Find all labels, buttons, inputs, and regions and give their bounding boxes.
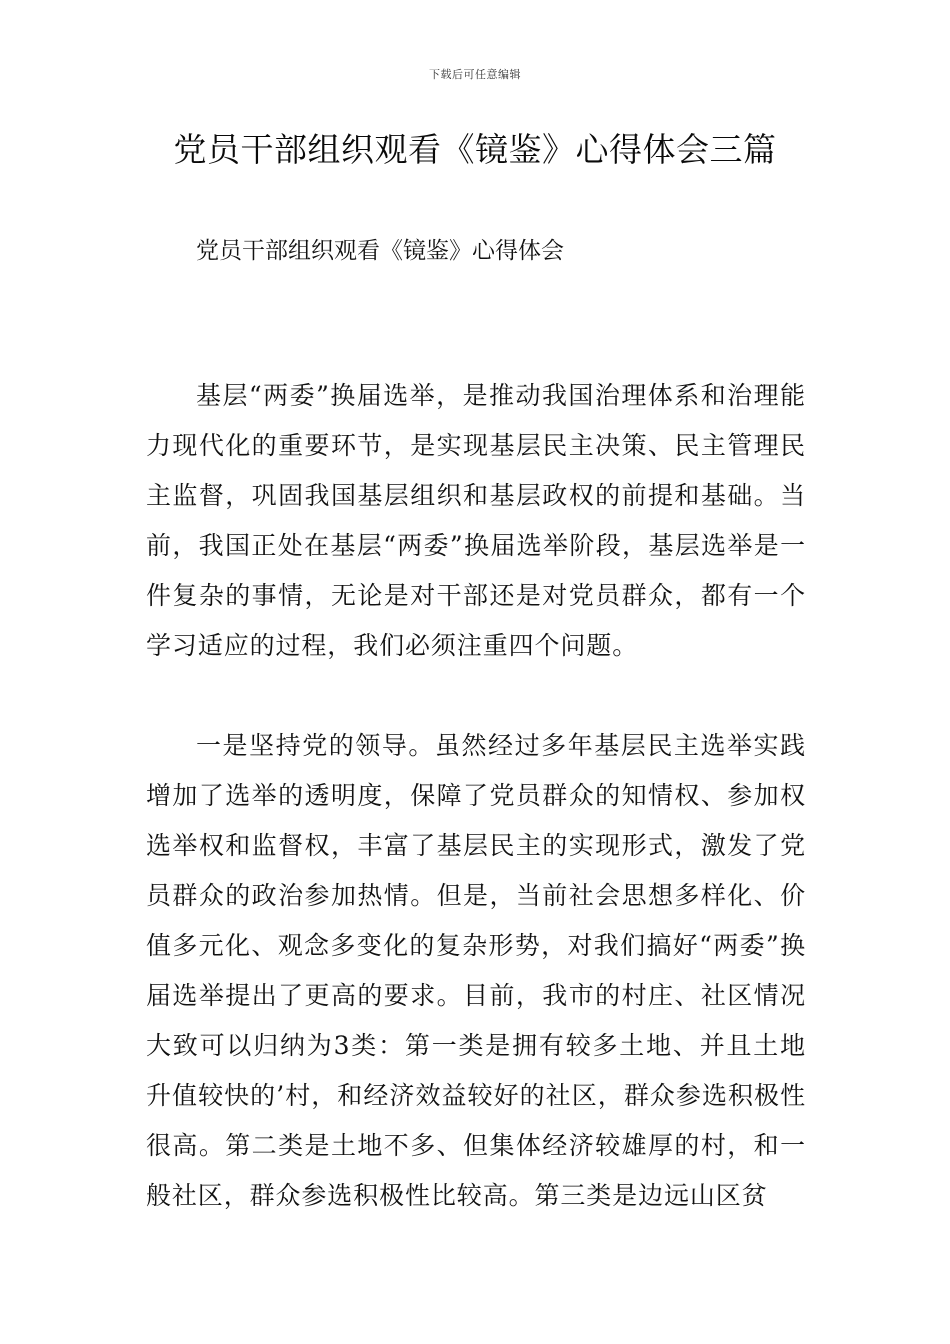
section-subtitle: 党员干部组织观看《镜鉴》心得体会 [196, 238, 564, 264]
page-title: 党员干部组织观看《镜鉴》心得体会三篇 [173, 130, 777, 169]
body-paragraph: 一是坚持党的领导。虽然经过多年基层民主选举实践增加了选举的透明度，保障了党员群众的知情权、参加权选举权和监督权，丰富了基层民主的实现形式，激发了党员群众的政治参加热情。但是，当前社会思想多样化、价值多元化、观念多变化的复杂形势，对我们搞好“两委”换届选举提出了更高的要求。目前，我市的村庄、社区情况大致可以归纳为3类：第一类是拥有较多土地、并且土地升值较快的’村，和经济效益较好的社区，群众参选积极性很高。第二类是土地不多、但集体经济较雄厚的村，和一般社区，群众参选积极性比较高。第三类是边远山区贫 [146, 731, 806, 1210]
header-note: 下载后可任意编辑 [429, 68, 521, 81]
body-paragraph: 基层“两委”换届选举，是推动我国治理体系和治理能力现代化的重要环节，是实现基层民主决策、民主管理民主监督，巩固我国基层组织和基层政权的前提和基础。当前，我国正处在基层“两委”换届选举阶段，基层选举是一件复杂的事情，无论是对干部还是对党员群众，都有一个学习适应的过程，我们必须注重四个问题。 [146, 381, 806, 660]
